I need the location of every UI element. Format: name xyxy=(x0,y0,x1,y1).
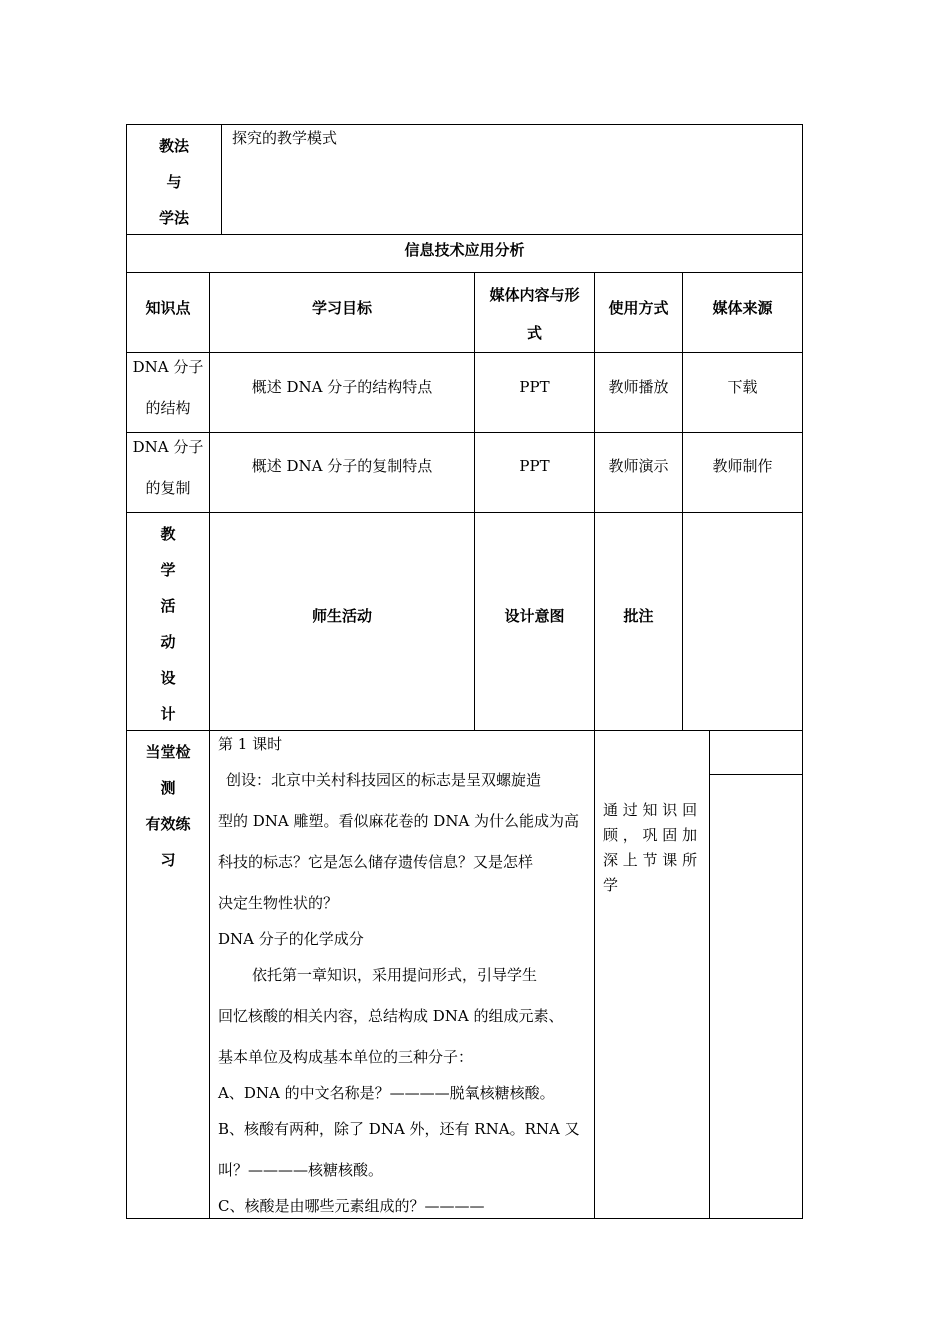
intent-line: 通 过 知 识 回 xyxy=(603,801,698,819)
teaching-method-content: 探究的教学模式 xyxy=(232,129,338,147)
content-line: A、DNA 的中文名称是？————脱氧核糖核酸。 xyxy=(218,1084,555,1102)
content-line: 决定生物性状的？ xyxy=(218,894,339,912)
teaching-method-label xyxy=(127,128,221,236)
label-line: 有效练 xyxy=(145,815,191,833)
media-cell: PPT xyxy=(519,378,550,396)
header-activity: 师生活动 xyxy=(311,607,372,625)
usage-cell: 教师播放 xyxy=(608,378,669,396)
header-knowledge: 知识点 xyxy=(145,299,191,317)
it-analysis-title: 信息技术应用分析 xyxy=(404,241,525,259)
goal-cell: 概述 DNA 分子的结构特点 xyxy=(251,378,433,396)
lesson-label: 第 1 课时 xyxy=(218,735,283,753)
table-border xyxy=(126,730,803,731)
content-line: B、核酸有两种，除了 DNA 外，还有 RNA。RNA 又 xyxy=(218,1120,580,1138)
content-line: 科技的标志？它是怎么储存遗传信息？又是怎样 xyxy=(218,853,534,871)
table-border xyxy=(126,234,803,235)
label-line: 学法 xyxy=(158,209,189,227)
content-line: C、核酸是由哪些元素组成的？———— xyxy=(218,1197,485,1215)
table-border xyxy=(221,124,222,234)
label-line: 习 xyxy=(160,851,176,869)
table-border xyxy=(126,512,803,513)
intent-line: 深 上 节 课 所 xyxy=(603,851,698,869)
usage-cell: 教师演示 xyxy=(608,457,669,475)
content-line: DNA 分子的化学成分 xyxy=(218,930,364,948)
label-line: 与 xyxy=(166,173,182,191)
content-line: 型的 DNA 雕塑。看似麻花卷的 DNA 为什么能成为高 xyxy=(218,812,580,830)
content-line: 基本单位及构成基本单位的三种分子： xyxy=(218,1048,474,1066)
table-border xyxy=(209,272,210,1219)
table-border xyxy=(709,774,803,775)
header-goal: 学习目标 xyxy=(311,299,372,317)
table-border xyxy=(802,124,803,1219)
label-char: 动 xyxy=(160,633,176,651)
header-media-line: 式 xyxy=(526,324,542,342)
source-cell: 下载 xyxy=(727,378,758,396)
content-line: 回忆核酸的相关内容，总结构成 DNA 的组成元素、 xyxy=(218,1007,564,1025)
label-line: 教法 xyxy=(158,137,189,155)
header-note: 批注 xyxy=(623,607,654,625)
header-source: 媒体来源 xyxy=(712,299,773,317)
content-line: 依托第一章知识，采用提问形式，引导学生 xyxy=(252,966,538,984)
label-char: 教 xyxy=(160,525,176,543)
table-border xyxy=(126,1218,803,1219)
table-border xyxy=(709,730,710,1219)
knowledge-line: 的复制 xyxy=(145,479,191,497)
media-cell: PPT xyxy=(519,457,550,475)
label-char: 设 xyxy=(160,669,176,687)
source-cell: 教师制作 xyxy=(712,457,773,475)
header-usage: 使用方式 xyxy=(608,299,669,317)
table-border xyxy=(594,272,595,1219)
label-char: 计 xyxy=(160,705,176,723)
intent-line: 学 xyxy=(603,876,619,894)
content-line: 创设：北京中关村科技园区的标志是呈双螺旋造 xyxy=(226,771,542,789)
label-char: 活 xyxy=(160,597,176,615)
header-media-line: 媒体内容与形 xyxy=(489,286,580,304)
content-line: 叫？————核糖核酸。 xyxy=(218,1161,384,1179)
table-border xyxy=(126,272,803,273)
label-line: 测 xyxy=(160,779,176,797)
table-border xyxy=(682,272,683,730)
table-border xyxy=(126,352,803,353)
knowledge-line: 的结构 xyxy=(145,399,191,417)
table-border xyxy=(126,124,803,125)
header-media xyxy=(475,276,594,352)
label-char: 学 xyxy=(160,561,176,579)
activity-design-label xyxy=(127,516,209,732)
table-border xyxy=(126,432,803,433)
intent-line: 顾 ， 巩 固 加 xyxy=(603,826,698,844)
knowledge-line: DNA 分子 xyxy=(132,438,204,456)
label-line: 当堂检 xyxy=(145,743,191,761)
practice-label xyxy=(127,734,209,878)
header-intent: 设计意图 xyxy=(504,607,565,625)
goal-cell: 概述 DNA 分子的复制特点 xyxy=(251,457,433,475)
knowledge-line: DNA 分子 xyxy=(132,358,204,376)
